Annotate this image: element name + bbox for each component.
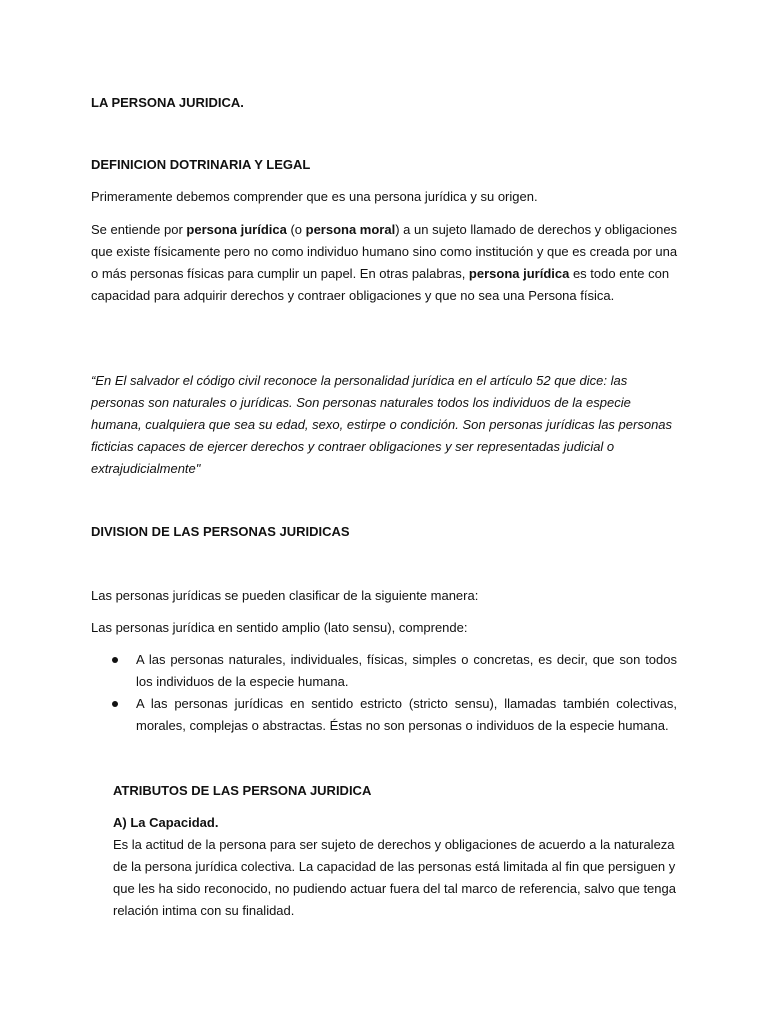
definition-text-1: Se entiende por — [91, 222, 187, 237]
definition-text-4: es todo ente con capacidad para adquirir derechos y contraer obligaciones y que no sea una Persona física. — [91, 266, 670, 303]
definition-bold-persona-moral: persona moral — [305, 222, 396, 237]
subheading-capacidad: A) La Capacidad. — [113, 815, 219, 830]
bullet-icon — [112, 657, 118, 663]
definition-text-3: ) a un sujeto llamado de derechos y obligaciones que existe físicamente pero no como individuo humano sino como institución y que es creada por una o más personas físicas para cumplir un papel. En otras palabras, — [91, 222, 678, 281]
section-heading-definicion: DEFINICION DOTRINARIA Y LEGAL — [91, 157, 311, 172]
list-item-text: A las personas jurídicas en sentido estricto (stricto sensu), llamadas también colectivas, morales, complejas o abstractas. Éstas no son personas o individuos de la especie humana. — [136, 696, 677, 733]
definition-bold-persona-juridica: persona jurídica — [186, 222, 287, 237]
list-item-text: A las personas naturales, individuales, físicas, simples o concretas, es decir, que son todos los individuos de la especie humana. — [136, 652, 677, 689]
definition-bold-persona-juridica-2: persona jurídica — [468, 266, 570, 281]
capacidad-paragraph: Es la actitud de la persona para ser sujeto de derechos y obligaciones de acuerdo a la naturaleza de la persona jurídica colectiva. La capacidad de las personas está limitada al fin que persiguen y que les ha sido reconocido, no pudiendo actuar fuera del tal marco de referencia, salvo que tenga relación intima con su finalidad. — [113, 837, 676, 918]
document-title: LA PERSONA JURIDICA. — [91, 95, 244, 110]
intro-paragraph: Primeramente debemos comprender que es una persona jurídica y su origen. — [91, 189, 538, 204]
bullet-list — [110, 649, 677, 737]
list-item — [110, 649, 677, 693]
lato-sensu-paragraph: Las personas jurídica en sentido amplio (lato sensu), comprende: — [91, 620, 468, 635]
section-heading-atributos: ATRIBUTOS DE LAS PERSONA JURIDICA — [113, 783, 372, 798]
quote-paragraph: “En El salvador el código civil reconoce la personalidad jurídica en el artículo 52 que dice: las personas son naturales o jurídicas. Son personas naturales todos los individuos de la especie humana, cualquiera que sea su edad, sexo, estirpe o condición. Son personas jurídicas las personas ficticias capaces de ejercer derechos y contraer obligaciones y ser representadas judicial o extrajudicialmente" — [91, 373, 673, 476]
list-item — [110, 693, 677, 737]
definition-paragraph — [91, 219, 681, 307]
section-heading-division: DIVISION DE LAS PERSONAS JURIDICAS — [91, 524, 350, 539]
classify-intro: Las personas jurídicas se pueden clasificar de la siguiente manera: — [91, 588, 479, 603]
definition-text-2: (o — [286, 222, 306, 237]
bullet-icon — [112, 701, 118, 707]
